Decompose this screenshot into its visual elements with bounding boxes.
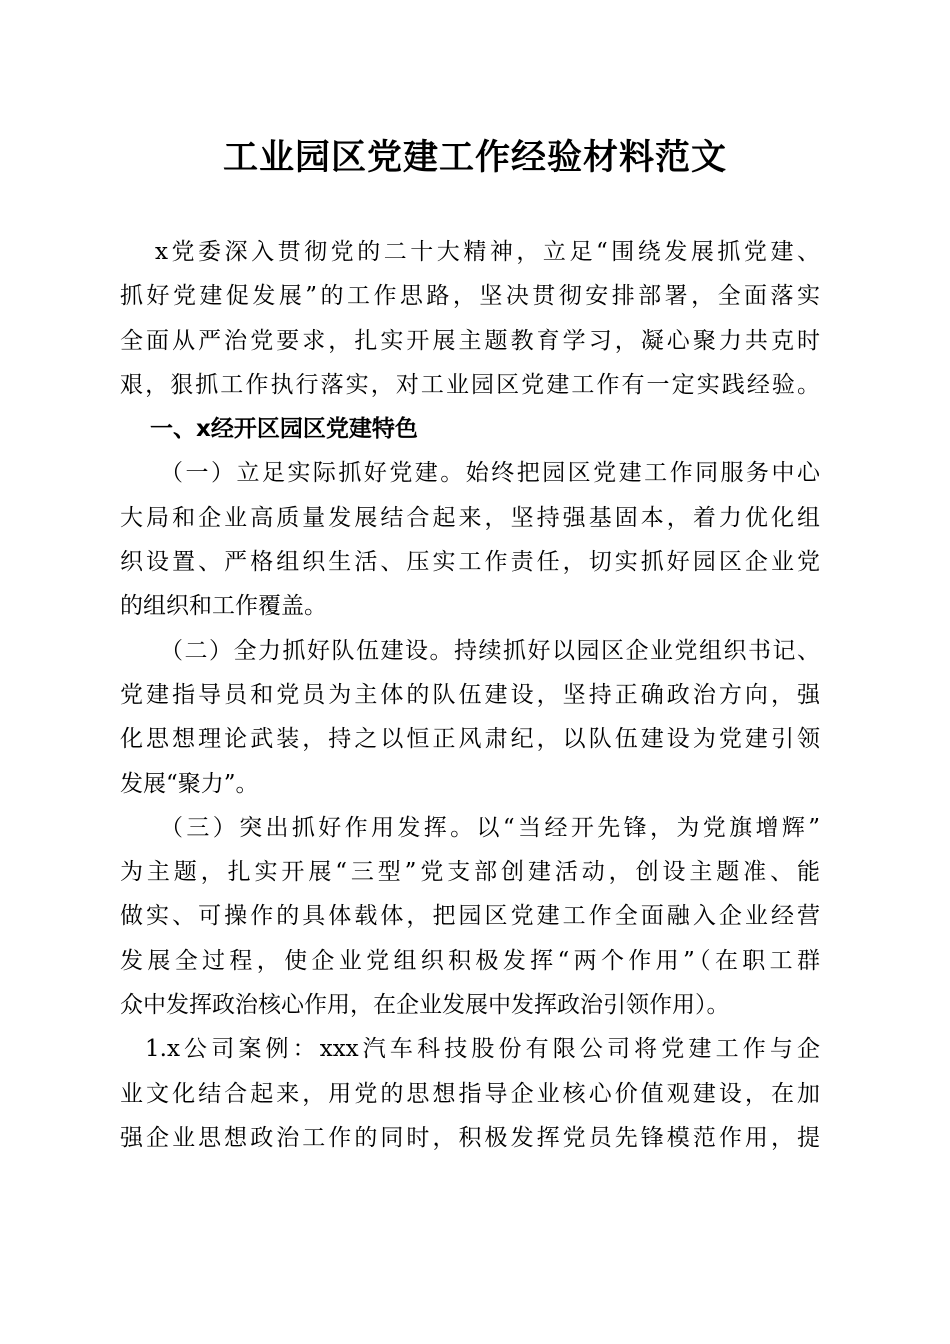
intro-paragraph [120,230,820,407]
section-heading: 一、x经开区园区党建特色 [150,416,418,443]
text-line: 全面从严治党要求，扎实开展主题教育学习，凝心聚力共克时 [120,327,820,354]
text-line: 众中发挥政治核心作用，在企业发展中发挥政治引领作用）。 [120,992,730,1019]
text-line: 艰，狠抓工作执行落实，对工业园区党建工作有一定实践经验。 [120,371,820,398]
text-line: 业文化结合起来，用党的思想指导企业核心价值观建设，在加 [120,1080,820,1107]
text-line: 党建指导员和党员为主体的队伍建设，坚持正确政治方向，强 [120,681,820,708]
paragraph-3 [120,806,820,1027]
text-line: x党委深入贯彻党的二十大精神，立足“围绕发展抓党建、 [155,239,820,265]
text-line: 发展“聚力”。 [120,770,259,797]
paragraph-2 [120,629,820,806]
text-line: （三）突出抓好作用发挥。以“当经开先锋，为党旗增辉” [160,814,820,841]
text-line: 抓好党建促发展”的工作思路，坚决贯彻安排部署，全面落实 [120,283,820,310]
text-line: 发展全过程，使企业党组织积极发挥“两个作用”（在职工群 [120,947,820,974]
text-line: （二）全力抓好队伍建设。持续抓好以园区企业党组织书记、 [160,637,820,664]
text-line: 大局和企业高质量发展结合起来，坚持强基固本，着力优化组 [120,504,820,531]
case-paragraph [120,1027,820,1160]
document-title: 工业园区党建工作经验材料范文 [222,137,727,178]
text-line: 织设置、严格组织生活、压实工作责任，切实抓好园区企业党 [120,549,820,576]
text-line: （一）立足实际抓好党建。始终把园区党建工作同服务中心 [160,460,820,487]
text-line: 1.x公司案例：xxx汽车科技股份有限公司将党建工作与企 [145,1036,820,1063]
paragraph-1 [120,451,820,628]
text-line: 为主题，扎实开展“三型”党支部创建活动，创设主题准、能 [120,859,820,886]
text-line: 的组织和工作覆盖。 [120,593,327,620]
text-line: 化思想理论武装，持之以恒正风肃纪，以队伍建设为党建引领 [120,726,820,753]
text-line: 强企业思想政治工作的同时，积极发挥党员先锋模范作用，提 [120,1124,820,1151]
text-line: 做实、可操作的具体载体，把园区党建工作全面融入企业经营 [120,903,820,930]
document-body [120,230,820,1160]
